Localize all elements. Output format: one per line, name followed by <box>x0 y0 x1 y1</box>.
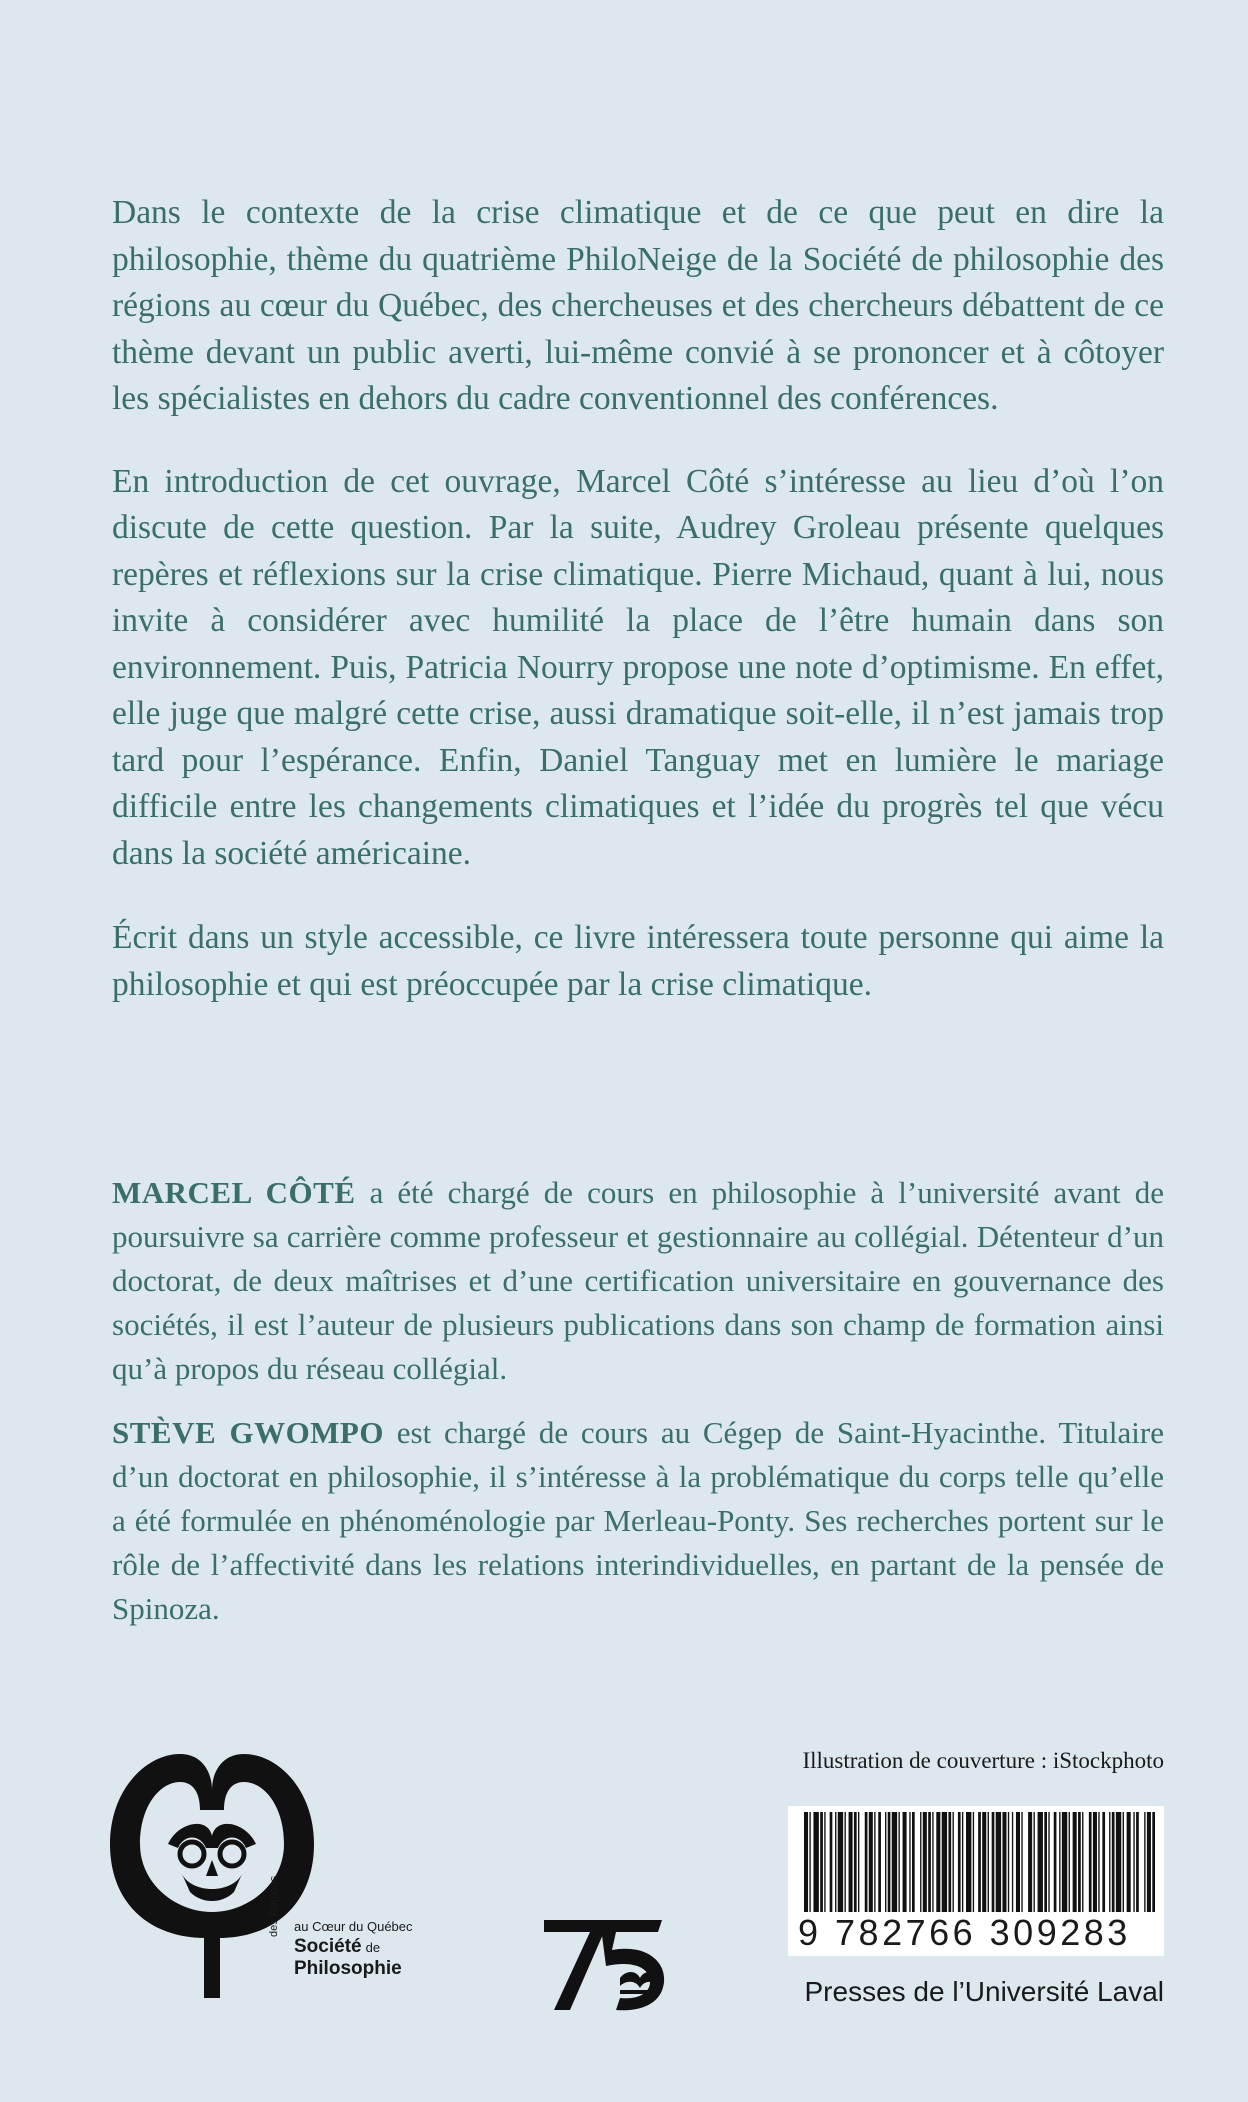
logo-line-2-small: de <box>365 1940 381 1955</box>
barcode-bar <box>1054 1812 1057 1912</box>
author-bio-text: a été chargé de cours en philosophie à l’université avant de poursuivre sa carrière comme professeur et gestionnaire au collégial. Détenteur d’un doctorat, de deux maîtrises et d’une certification universitaire en gouvernance des sociétés, il est l’auteur de plusieurs publications dans son champ de formation ainsi qu’à propos du réseau collégial. <box>112 1175 1164 1386</box>
author-bio-steve-gwompo <box>112 1411 1164 1631</box>
logo-line-1: au Cœur du Québec <box>294 1919 413 1934</box>
author-name: STÈVE GWOMPO <box>112 1415 384 1450</box>
barcode-bar <box>948 1812 951 1912</box>
logo-line-3: Philosophie <box>294 1958 402 1979</box>
barcode-bar <box>899 1812 900 1912</box>
barcode-bar <box>1008 1812 1009 1912</box>
logo-line-2-main: Société <box>294 1936 362 1957</box>
author-name: MARCEL CÔTÉ <box>112 1175 356 1210</box>
barcode-bar <box>1109 1812 1110 1912</box>
summary-paragraph-2: En introduction de cet ouvrage, Marcel Côté s’intéresse au lieu d’où l’on discute de cette question. Par la suite, Audrey Groleau présente quelques repères et réflexions sur la crise climatique. Pierre Michaud, quant à lui, nous invite à considérer avec humilité la place de l’être humain dans son environnement. Puis, Patricia Nourry propose une note d’optimisme. En effet, elle juge que malgré cette crise, aussi dramatique soit-elle, il n’est jamais trop tard pour l’espérance. Enfin, Daniel Tanguay met en lumière le mariage difficile entre les changements climatiques et l’idée du progrès tel que vécu dans la société américaine. <box>112 462 1164 872</box>
author-bio-text: est chargé de cours au Cégep de Saint-Hyacinthe. Titulaire d’un doctorat en philosophie, il s’intéresse à la problématique du corps telle qu’elle a été formulée en phénoménologie par Merleau-Ponty. Ses recherches portent sur le rôle de l’affectivité dans les relations interindividuelles, en partant de la pensée de Spinoza. <box>112 1415 1164 1626</box>
logo-line-2 <box>294 1936 380 1958</box>
barcode-bar <box>1069 1812 1070 1912</box>
barcode-bar <box>830 1812 833 1912</box>
barcode-bar <box>928 1812 931 1912</box>
author-bio-marcel-cote <box>112 1171 1164 1391</box>
barcode-bar <box>888 1812 891 1912</box>
barcode-bar <box>1123 1812 1124 1912</box>
isbn-number: 9 782766 309283 <box>798 1912 1131 1953</box>
barcode-bar <box>1073 1812 1077 1912</box>
barcode-bar <box>1012 1812 1013 1912</box>
barcode-bar <box>1062 1812 1067 1912</box>
barcode-bar <box>865 1812 868 1912</box>
barcode-bar <box>1152 1812 1155 1912</box>
barcode-bar <box>1098 1812 1099 1912</box>
barcode-bar <box>978 1812 981 1912</box>
barcode-bar <box>1112 1812 1115 1912</box>
barcode-bar <box>1048 1812 1049 1912</box>
barcode-bar <box>1147 1812 1151 1912</box>
barcode-bar <box>820 1812 823 1912</box>
summary-paragraph-3: Écrit dans un style accessible, ce livre intéressera toute personne qui aime la philosophie et qui est préoccupée par la crise climatique. <box>112 919 1164 1003</box>
barcode-bar <box>988 1812 989 1912</box>
barcode-bar <box>992 1812 995 1912</box>
barcode-bar <box>912 1812 915 1912</box>
summary-paragraph-1: Dans le contexte de la crise climatique et de ce que peut en dire la philosophie, thème du quatrième PhiloNeige de la Société de philosophie des régions au cœur du Québec, des chercheuses et des chercheurs débattent de ce thème devant un public averti, lui-même convié à se prononcer et à côtoyer les spécialistes en dehors du cadre conventionnel des conférences. <box>112 194 1164 417</box>
isbn-barcode <box>788 1806 1164 1956</box>
barcode-bar <box>845 1812 846 1912</box>
barcode-bar <box>1021 1812 1022 1912</box>
barcode-bar <box>932 1812 933 1912</box>
publisher-name: Presses de l’Université Laval <box>804 1976 1164 2007</box>
barcode-bar <box>996 1812 1001 1912</box>
barcode-bar <box>835 1812 836 1912</box>
barcode-bar <box>1127 1812 1131 1912</box>
barcode-bar <box>962 1812 963 1912</box>
barcode-bar <box>813 1812 818 1912</box>
barcode-bar <box>942 1812 947 1912</box>
barcode-bar <box>1078 1812 1081 1912</box>
societe-philosophie-logo <box>108 1752 438 2012</box>
barcode-bar <box>1093 1812 1097 1912</box>
barcode-bar <box>838 1812 843 1912</box>
barcode-bar <box>1038 1812 1043 1912</box>
barcode-bar <box>858 1812 859 1912</box>
barcode-bar <box>809 1812 810 1912</box>
barcode-bar <box>854 1812 857 1912</box>
barcode-bar <box>878 1812 881 1912</box>
barcode-bar <box>1144 1812 1145 1912</box>
barcode-bar <box>958 1812 961 1912</box>
barcode-bar <box>982 1812 986 1912</box>
barcode-bar <box>903 1812 907 1912</box>
barcode-bar <box>824 1812 825 1912</box>
barcode-bar <box>892 1812 897 1912</box>
barcode-bar <box>804 1812 808 1912</box>
phi-owl-logo-icon <box>108 1752 318 2012</box>
barcode-bar <box>953 1812 954 1912</box>
barcode-bar <box>966 1812 971 1912</box>
barcode-bar <box>973 1812 974 1912</box>
anniversary-75-icon <box>540 1912 670 2012</box>
barcode-bar <box>1136 1812 1139 1912</box>
barcode-bar <box>1059 1812 1060 1912</box>
barcode-bar <box>849 1812 853 1912</box>
barcode-bar <box>874 1812 875 1912</box>
barcode-bar <box>1133 1812 1134 1912</box>
anniversary-75-logo <box>540 1912 670 2012</box>
barcode-bar <box>1102 1812 1105 1912</box>
barcode-bar <box>1116 1812 1121 1912</box>
barcode-bar <box>909 1812 910 1912</box>
barcode-bar <box>920 1812 921 1912</box>
barcode-bar <box>1028 1812 1032 1912</box>
summary-text <box>112 190 1164 1008</box>
barcode-bar <box>1089 1812 1092 1912</box>
logo-vertical-text: des Régions <box>268 1875 280 1937</box>
barcode-bar <box>1082 1812 1083 1912</box>
barcode-bar <box>869 1812 873 1912</box>
barcode-bar <box>885 1812 886 1912</box>
barcode-bar <box>1002 1812 1006 1912</box>
barcode-bar <box>1044 1812 1047 1912</box>
barcode-bar <box>1034 1812 1035 1912</box>
barcode-icon <box>788 1806 1164 1914</box>
barcode-bar <box>936 1812 940 1912</box>
barcode-bar <box>923 1812 927 1912</box>
cover-illustration-credit: Illustration de couverture : iStockphoto <box>802 1748 1164 1773</box>
barcode-bar <box>1016 1812 1020 1912</box>
